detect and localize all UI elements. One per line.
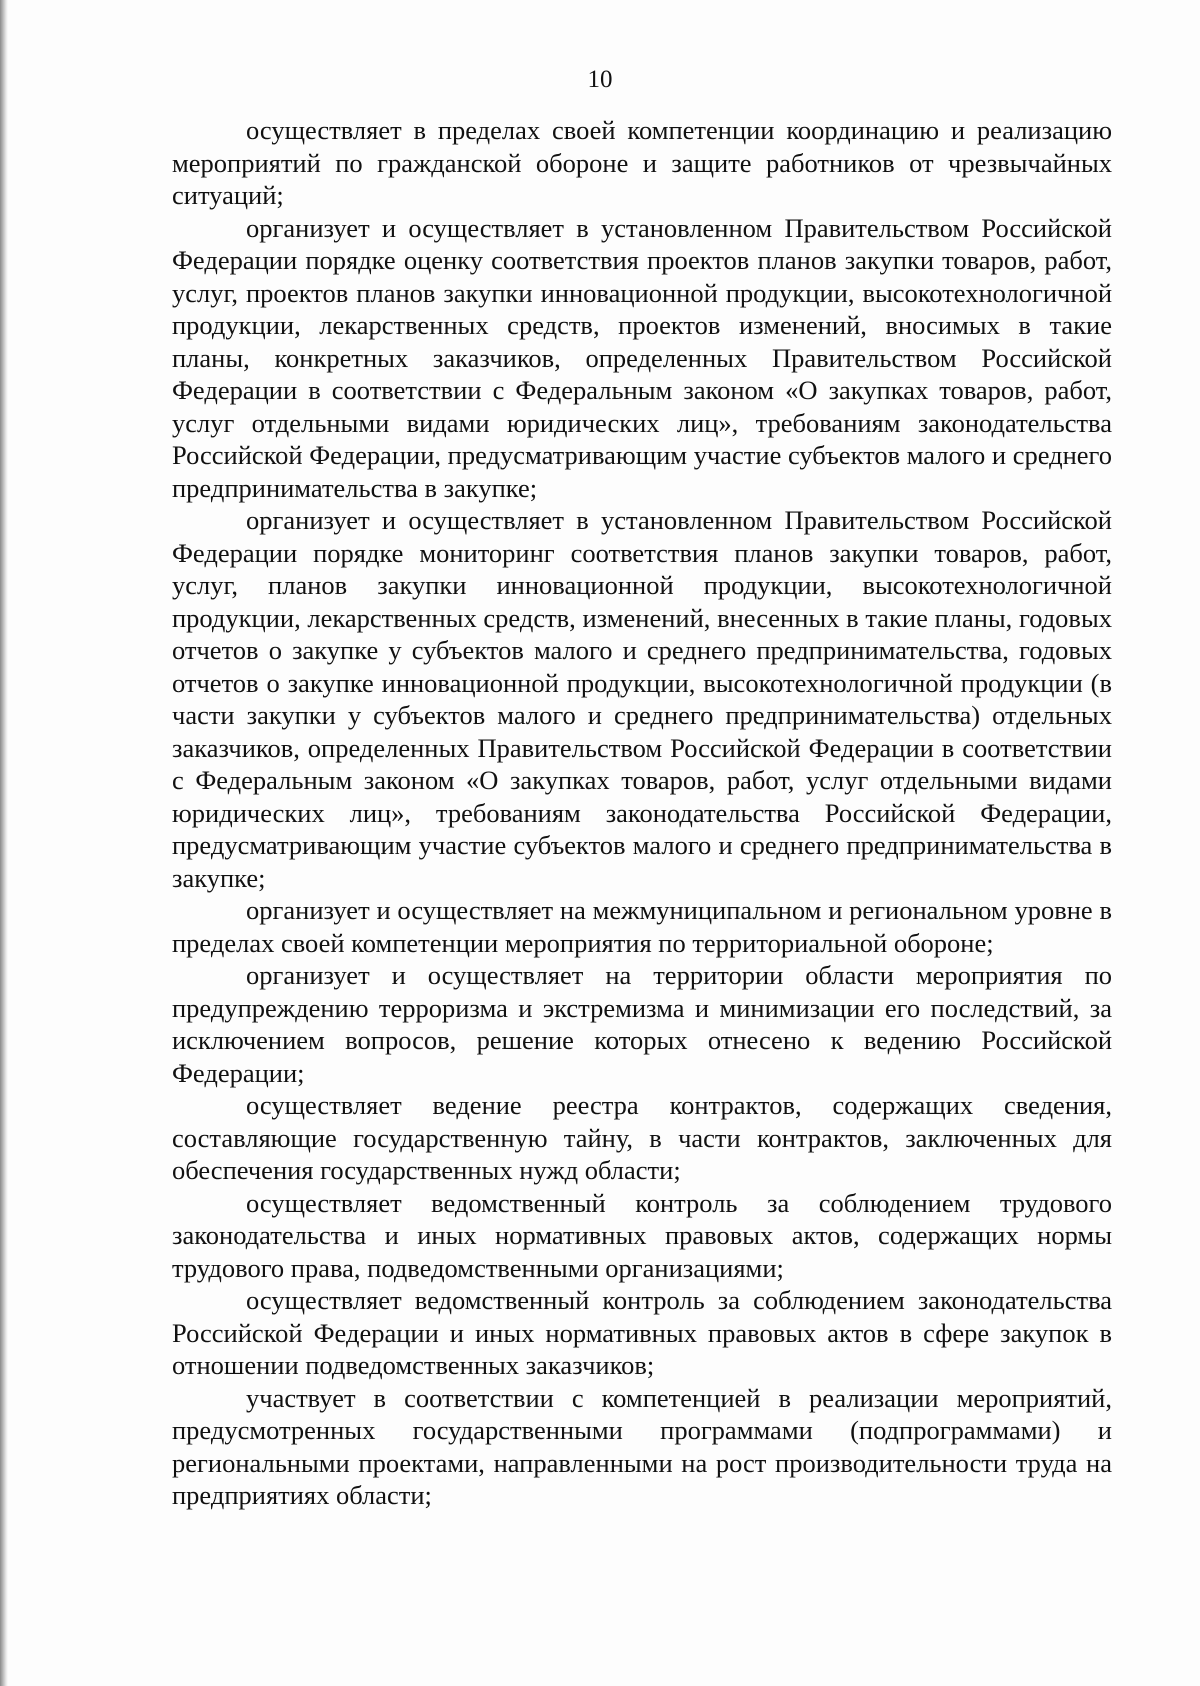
paragraph-procurement-control: осуществляет ведомственный контроль за соблюдением законодательства Российской Федерации и иных нормативных правовых актов в сфере закупок в отношении подведомственных заказчиков;: [172, 1285, 1112, 1380]
paragraph-civil-defense: осуществляет в пределах своей компетенции координацию и реализацию мероприятий по гражданской обороне и защите работников от чрезвычайных ситуаций;: [172, 115, 1112, 210]
paragraph-territorial-defense: организует и осуществляет на межмуниципальном и региональном уровне в пределах своей компетенции мероприятия по территориальной обороне;: [172, 895, 1112, 958]
paragraph-contract-registry: осуществляет ведение реестра контрактов, содержащих сведения, составляющие государственную тайну, в части контрактов, заключенных для обеспечения государственных нужд области;: [172, 1090, 1112, 1185]
page-number: 10: [587, 66, 613, 93]
paragraph-labor-law-control: осуществляет ведомственный контроль за соблюдением трудового законодательства и иных нормативных правовых актов, содержащих нормы трудового права, подведомственными организациями;: [172, 1187, 1112, 1283]
document-body: [172, 114, 1112, 1512]
scan-edge: [0, 0, 8, 1686]
paragraph-terrorism-prevention: организует и осуществляет на территории области мероприятия по предупреждению терроризма и экстремизма и минимизации его последствий, за исключением вопросов, решение которых отнесено к ведению Российской Федерации;: [172, 960, 1112, 1088]
paragraph-productivity-programs: участвует в соответствии с компетенцией в реализации мероприятий, предусмотренных государственными программами (подпрограммами) и региональными проектами, направленными на рост производительности труда на предприятиях области;: [172, 1382, 1112, 1510]
paragraph-procurement-plan-assessment: организует и осуществляет в установленном Правительством Российской Федерации порядке оценку соответствия проектов планов закупки товаров, работ, услуг, проектов планов закупки инновационной продукции, высокотехнологичной продукции, лекарственных средств, проектов изменений, вносимых в такие планы, конкретных заказчиков, определенных Правительством Российской Федерации в соответствии с Федеральным законом «О закупках товаров, работ, услуг отдельными видами юридических лиц», требованиям законодательства Российской Федерации, предусматривающим участие субъектов малого и среднего предпринимательства в закупке;: [172, 212, 1112, 503]
paragraph-procurement-monitoring: организует и осуществляет в установленном Правительством Российской Федерации порядке мониторинг соответствия планов закупки товаров, работ, услуг, планов закупки инновационной продукции, высокотехнологичной продукции, лекарственных средств, изменений, внесенных в такие планы, годовых отчетов о закупке у субъектов малого и среднего предпринимательства, годовых отчетов о закупке инновационной продукции, высокотехнологичной продукции (в части закупки у субъектов малого и среднего предпринимательства) отдельных заказчиков, определенных Правительством Российской Федерации в соответствии с Федеральным законом «О закупках товаров, работ, услуг отдельными видами юридических лиц», требованиям законодательства Российской Федерации, предусматривающим участие субъектов малого и среднего предпринимательства в закупке;: [172, 505, 1112, 893]
